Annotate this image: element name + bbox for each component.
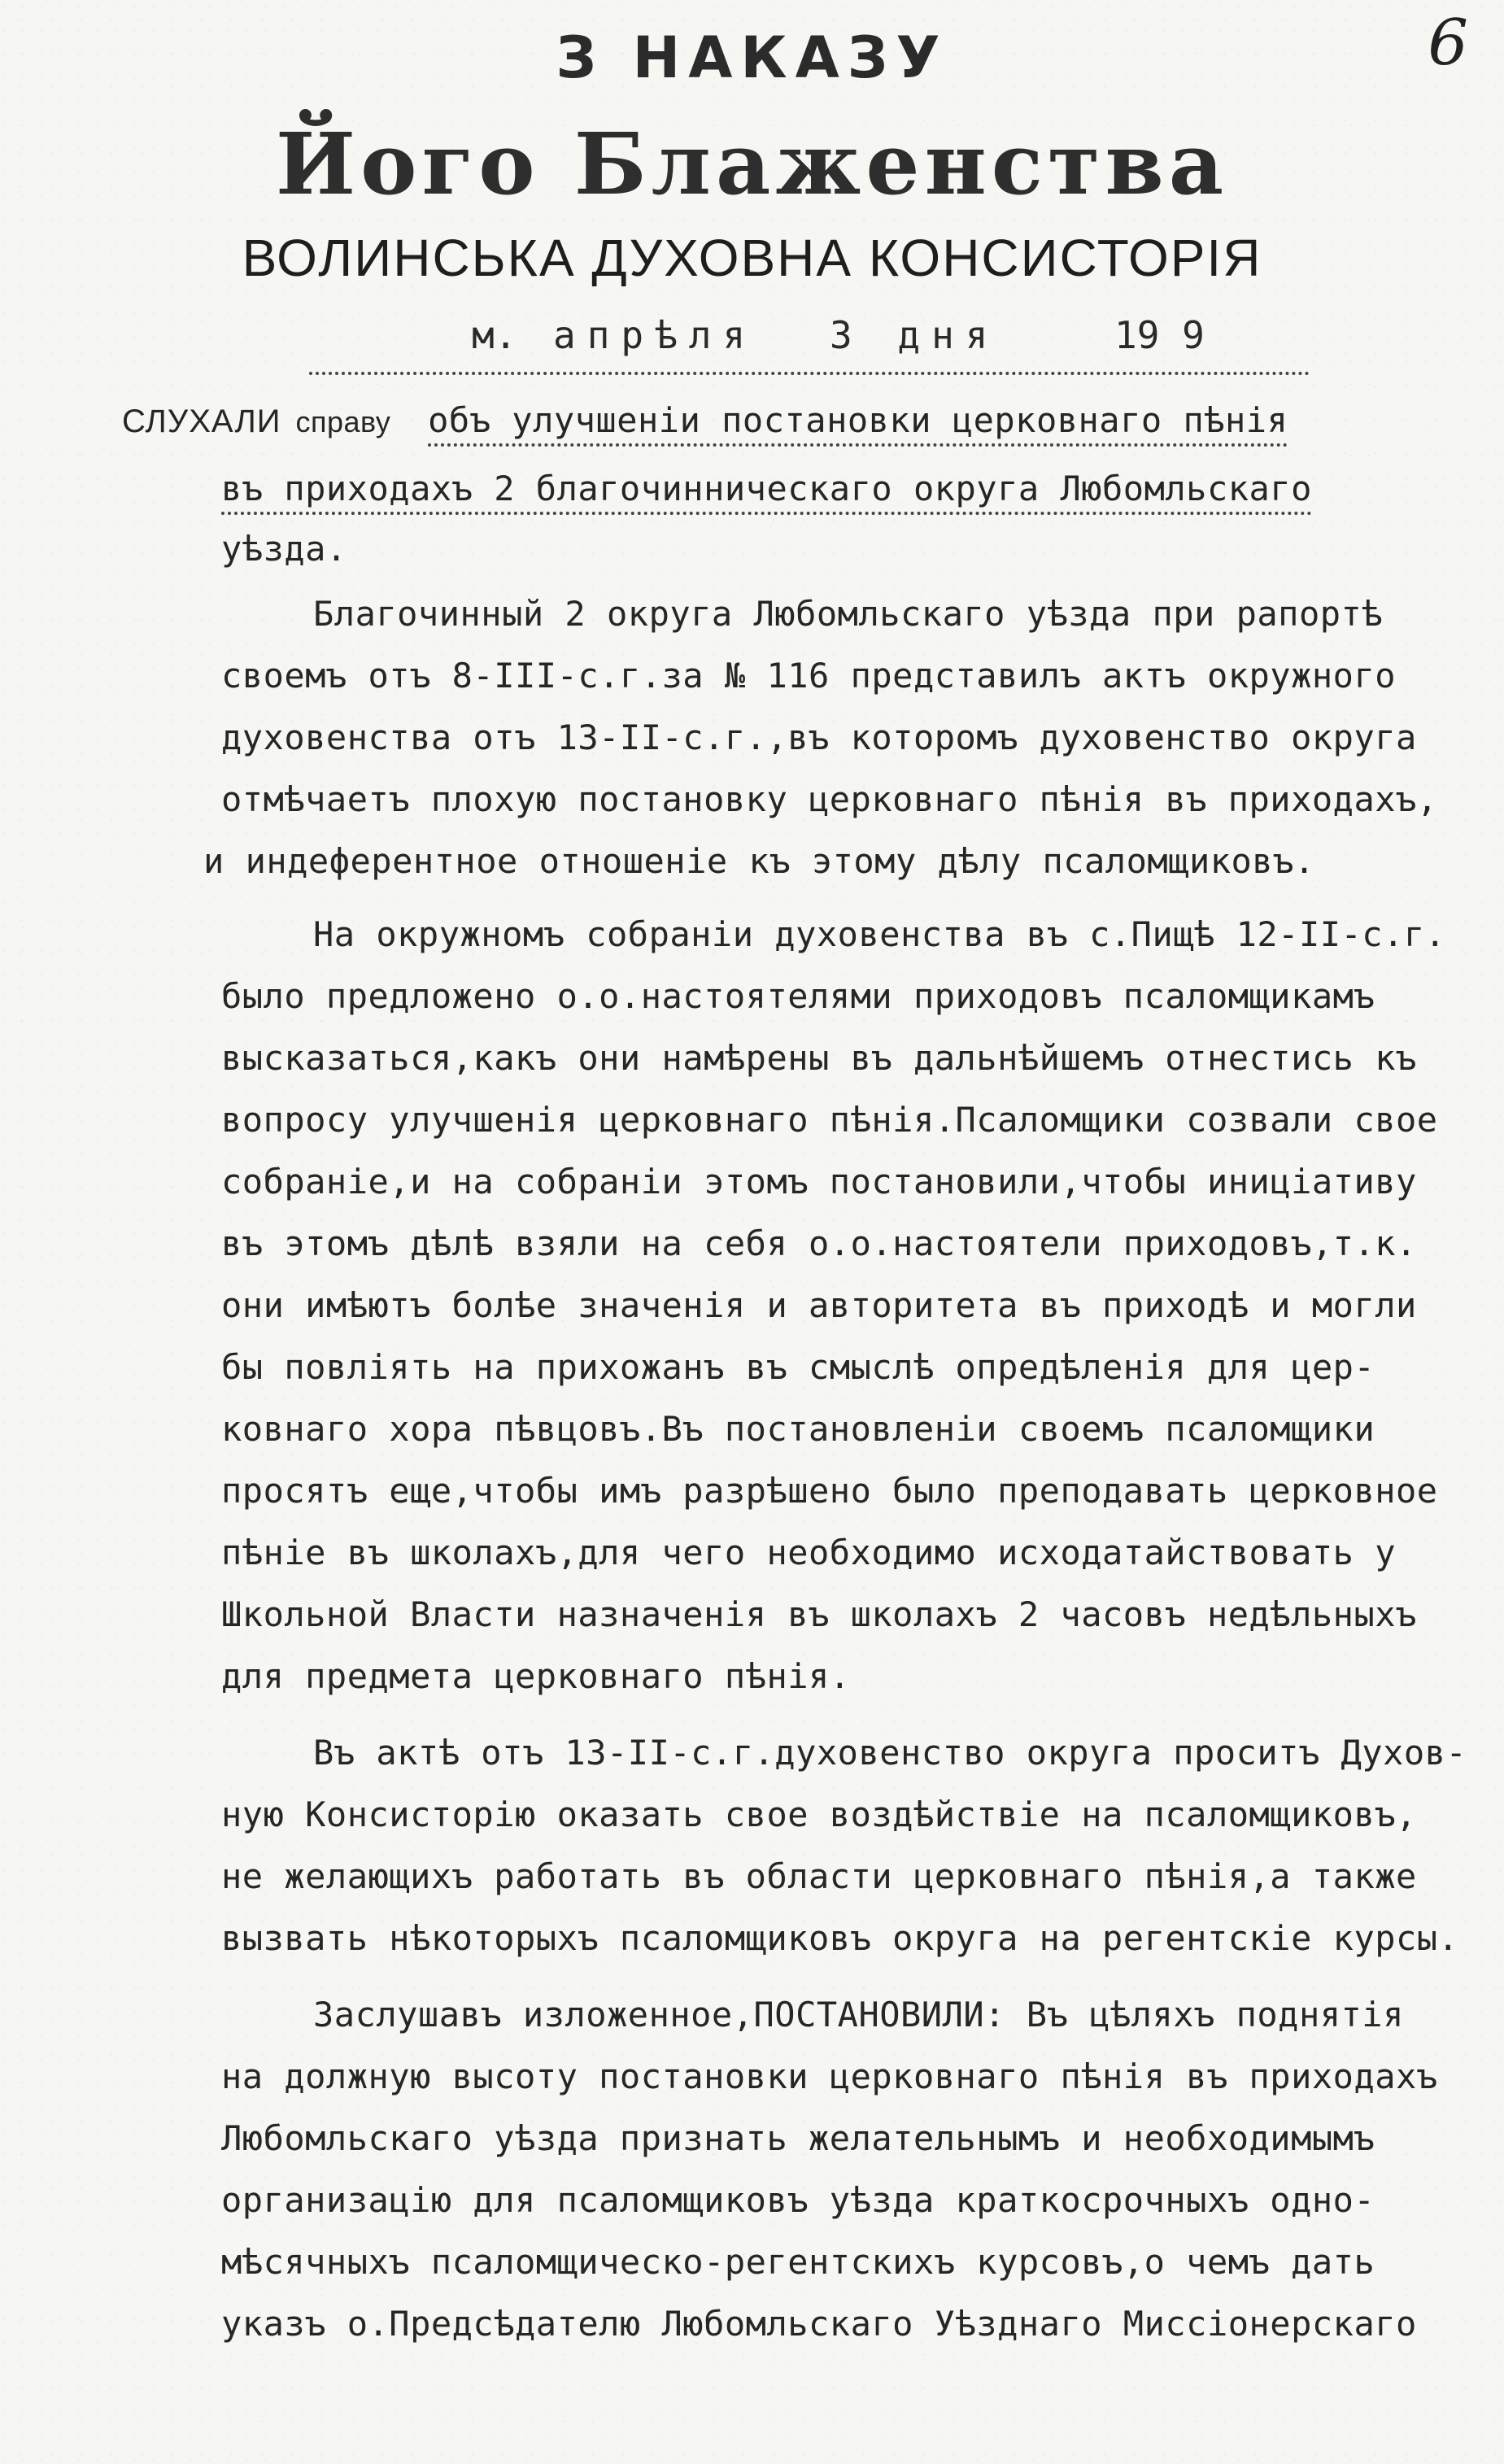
body-line-2: своемъ отъ 8-III-с.г.за № 116 представилъ актъ окружного	[221, 656, 1397, 696]
heard-line	[122, 400, 1288, 440]
heard-subject-2: въ приходахъ 2 благочинническаго округа Любомльскаго	[221, 469, 1312, 515]
body-line-15: просятъ еще,чтобы имъ разрѣшено было преподавать церковное	[221, 1471, 1438, 1511]
date-prefix: м.	[472, 313, 517, 357]
body-line-5: и индеферентное отношеніе къ этому дѣлу псаломщиковъ.	[203, 841, 1315, 881]
body-line-9: вопросу улучшенія церковнаго пѣнія.Псаломщики созвали свое	[221, 1100, 1438, 1140]
body-line-17: Школьной Власти назначенія въ школахъ 2 часовъ недѣльныхъ	[221, 1594, 1417, 1634]
header-consistory: ВОЛИНСЬКА ДУХОВНА КОНСИСТОРІЯ	[242, 229, 1262, 287]
body-line-22: вызвать нѣкоторыхъ псаломщиковъ округа на регентскіе курсы.	[221, 1918, 1459, 1958]
body-line-26: организацію для псаломщиковъ уѣзда краткосрочныхъ одно-	[221, 2180, 1375, 2220]
body-line-23: Заслушавъ изложенное,ПОСТАНОВИЛИ: Въ цѣляхъ поднятія	[313, 1995, 1404, 2034]
body-line-12: они имѣютъ болѣе значенія и авторитета въ приходѣ и могли	[221, 1285, 1417, 1325]
body-line-16: пѣніе въ школахъ,для чего необходимо исходатайствовать у	[221, 1533, 1397, 1572]
body-line-21: не желающихъ работать въ области церковнаго пѣнія,а также	[221, 1856, 1417, 1896]
page-number: 6	[1428, 7, 1468, 80]
body-line-27: мѣсячныхъ псаломщическо-регентскихъ курсовъ,о чемъ дать	[221, 2242, 1375, 2282]
body-line-7: было предложено о.о.настоятелями приходовъ псаломщикамъ	[221, 976, 1375, 1016]
header-order-line: З НАКАЗУ	[556, 24, 948, 91]
body-line-14: ковнаго хора пѣвцовъ.Въ постановленіи своемъ псаломщики	[221, 1409, 1375, 1449]
body-line-4: отмѣчаетъ плохую постановку церковнаго пѣнія въ приходахъ,	[221, 779, 1438, 819]
body-line-10: собраніе,и на собраніи этомъ постановили,чтобы иниціативу	[221, 1162, 1417, 1201]
date-year: 19 9	[1114, 313, 1205, 357]
body-line-6: На окружномъ собраніи духовенства въ с.Пищѣ 12-II-с.г.	[313, 914, 1446, 954]
heard-label: СЛУХАЛИ	[122, 403, 281, 439]
body-line-28: указъ о.Предсѣдателю Любомльскаго Уѣзднаго Миссіонерскаго	[221, 2304, 1417, 2344]
date-day: 3 дня	[830, 313, 1000, 357]
body-line-1: Благочинный 2 округа Любомльскаго уѣзда при рапортѣ	[313, 594, 1384, 634]
body-line-11: въ этомъ дѣлѣ взяли на себя о.о.настоятели приходовъ,т.к.	[221, 1223, 1417, 1263]
body-line-20: ную Консисторію оказать свое воздѣйствіе на псаломщиковъ,	[221, 1795, 1417, 1834]
date-month: апрѣля	[553, 313, 757, 357]
date-line	[309, 313, 1310, 375]
body-line-3: духовенства отъ 13-II-с.г.,въ которомъ духовенство округа	[221, 717, 1417, 757]
body-line-18: для предмета церковнаго пѣнія.	[221, 1656, 851, 1696]
body-line-13: бы повліять на прихожанъ въ смыслѣ опредѣленія для цер-	[221, 1347, 1375, 1387]
heard-subject-3: уѣзда.	[221, 529, 347, 569]
body-line-8: высказаться,какъ они намѣрены въ дальнѣйшемъ отнестись къ	[221, 1038, 1417, 1078]
body-line-19: Въ актѣ отъ 13-II-с.г.духовенство округа проситъ Духов-	[313, 1733, 1467, 1773]
heard-word: справу	[295, 405, 391, 438]
body-line-25: Любомльскаго уѣзда признать желательнымъ и необходимымъ	[221, 2118, 1375, 2158]
body-line-24: на должную высоту постановки церковнаго пѣнія въ приходахъ	[221, 2056, 1438, 2096]
header-title: Його Блаженства	[275, 114, 1229, 214]
heard-subject-1: объ улучшеніи постановки церковнаго пѣнія	[428, 400, 1288, 447]
